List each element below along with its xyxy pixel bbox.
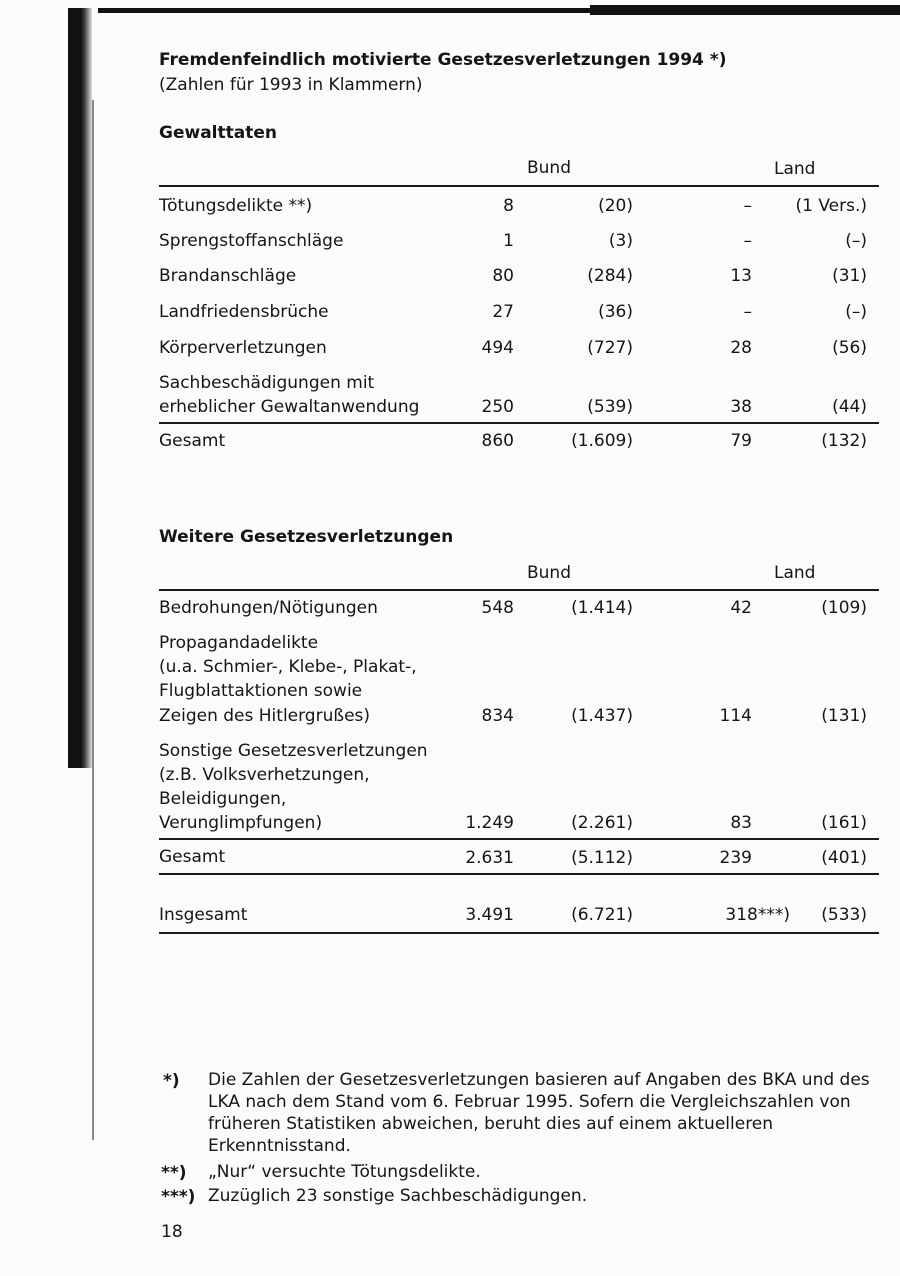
row-label: Brandanschläge [159,266,297,286]
value-bund-prev: (1.414) [571,598,633,618]
row-label: Bedrohungen/Nötigungen [159,598,378,618]
total-label: Gesamt [159,431,226,451]
value-bund: 27 [492,302,514,322]
value-bund-prev: (6.721) [571,905,633,925]
value-bund: 8 [503,196,514,216]
value-land-prev: (56) [832,338,867,358]
value-land-prev: (109) [821,598,867,618]
value-bund: 2.631 [465,848,514,868]
footnote-mark: ***) [161,1187,196,1207]
footnote-mark: **) [161,1163,187,1183]
table-rule [159,589,879,591]
table-rule [159,932,879,934]
value-land-prev: (533) [821,905,867,925]
footnote-text: „Nur“ versuchte Tötungsdelikte. [208,1162,481,1182]
page-title: Fremdenfeindlich motivierte Gesetzesverletzungen 1994 *) [159,50,727,70]
row-label: (z.B. Volksverhetzungen, [159,765,370,785]
value-land: 318***) [725,905,790,925]
value-bund: 3.491 [465,905,514,925]
table-rule [159,838,879,840]
value-bund-prev: (20) [598,196,633,216]
table-rule [159,185,879,187]
footnote-text: Zuzüglich 23 sonstige Sachbeschädigungen. [208,1186,588,1206]
column-header-land: Land [774,563,816,583]
value-land-prev: (131) [821,706,867,726]
row-label: Landfriedensbrüche [159,302,329,322]
value-bund-prev: (727) [587,338,633,358]
column-header-bund: Bund [527,158,572,178]
value-land: 79 [730,431,752,451]
row-label: Sonstige Gesetzesverletzungen [159,741,428,761]
value-bund: 494 [481,338,514,358]
value-land: 239 [719,848,752,868]
value-land: 83 [730,813,752,833]
row-label: Sachbeschädigungen mit [159,373,375,393]
value-bund: 250 [481,397,514,417]
row-label: Verunglimpfungen) [159,813,323,833]
column-header-land: Land [774,159,816,179]
value-bund: 860 [481,431,514,451]
value-bund-prev: (3) [608,231,633,251]
value-bund: 1 [503,231,514,251]
footnote-text: Die Zahlen der Gesetzesverletzungen basieren auf Angaben des BKA und des LKA nach dem Stand vom 6. Februar 1995. Sofern die Vergleichszahlen von früheren Statistiken abweichen, beruht dies auf einem aktuelleren Erkenntnisstand. [208,1070,870,1156]
row-label: Zeigen des Hitlergrußes) [159,706,371,726]
row-label: (u.a. Schmier-, Klebe-, Plakat-, [159,657,417,677]
value-land-prev: (–) [845,231,867,251]
value-bund: 834 [481,706,514,726]
page-subtitle: (Zahlen für 1993 in Klammern) [159,75,423,95]
value-bund: 1.249 [465,813,514,833]
value-land-prev: (44) [832,397,867,417]
row-label: Propagandadelikte [159,633,319,653]
value-bund-prev: (284) [587,266,633,286]
value-bund-prev: (539) [587,397,633,417]
value-bund-prev: (1.609) [571,431,633,451]
section-heading-weitere: Weitere Gesetzesverletzungen [159,527,454,547]
table-rule [159,873,879,875]
row-label: Beleidigungen, [159,789,287,809]
value-land: – [743,196,752,216]
value-land: 42 [730,598,752,618]
row-label: erheblicher Gewaltanwendung [159,397,420,417]
value-bund: 80 [492,266,514,286]
value-bund-prev: (1.437) [571,706,633,726]
scan-edge-top-right [590,5,900,15]
row-label: Tötungsdelikte **) [159,196,313,216]
table-rule [159,422,879,424]
value-land-prev: (31) [832,266,867,286]
value-land-prev: (161) [821,813,867,833]
page-number: 18 [161,1222,183,1242]
value-land: – [743,231,752,251]
value-land-prev: (1 Vers.) [795,196,867,216]
column-header-bund: Bund [527,563,572,583]
value-land: 13 [730,266,752,286]
value-bund-prev: (5.112) [571,848,633,868]
grand-total-label: Insgesamt [159,905,248,925]
value-land: – [743,302,752,322]
value-land-prev: (–) [845,302,867,322]
row-label: Körperverletzungen [159,338,327,358]
scan-edge-line [92,100,94,1140]
value-land-prev: (401) [821,848,867,868]
total-label: Gesamt [159,847,226,867]
row-label: Flugblattaktionen sowie [159,681,363,701]
section-heading-gewalttaten: Gewalttaten [159,123,277,143]
scan-edge-left [68,8,92,768]
value-land: 114 [719,706,752,726]
value-bund-prev: (2.261) [571,813,633,833]
value-land: 38 [730,397,752,417]
value-bund: 548 [481,598,514,618]
row-label: Sprengstoffanschläge [159,231,344,251]
footnote-mark: *) [163,1071,180,1091]
value-land: 28 [730,338,752,358]
value-bund-prev: (36) [598,302,633,322]
value-land-prev: (132) [821,431,867,451]
